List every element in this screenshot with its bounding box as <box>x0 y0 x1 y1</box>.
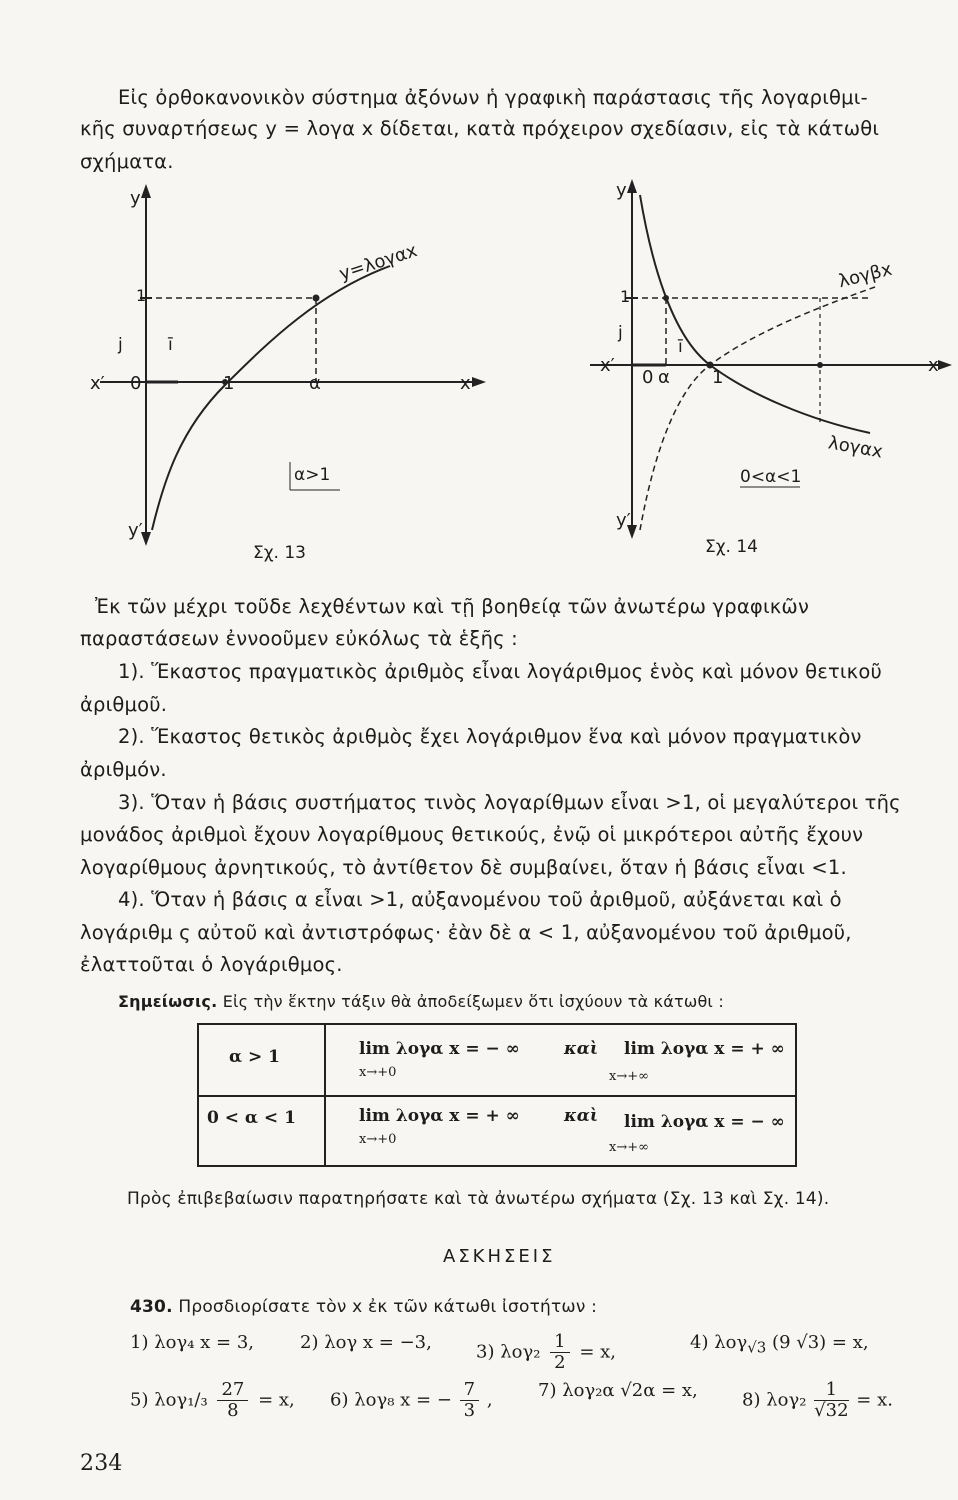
fig14-yneg-label: y′ <box>616 510 631 531</box>
note <box>118 990 724 1014</box>
limits-table <box>197 1023 797 1167</box>
intro-line-1: Εἰς ὀρθοκανονικὸν σύστημα ἀξόνων ἡ γραφικὴ παράστασις τῆς λογαριθμι- <box>118 86 868 109</box>
fig13-caption: Σχ. 13 <box>253 543 307 563</box>
fig13-j-label: j <box>118 335 123 355</box>
eq8-rhs: = x. <box>856 1389 893 1411</box>
fig13-xneg-label: x′ <box>90 373 105 394</box>
body-p1b: παραστάσεων ἐννοοῦμεν εὐκόλως τὰ ἑξῆς : <box>80 627 518 650</box>
eq5-base: 5) λογ₁/₃ <box>130 1389 208 1411</box>
fig14-y-label: y <box>616 180 627 201</box>
note-label: Σημείωσις. <box>118 992 218 1011</box>
eq6-num: 7 <box>460 1380 479 1401</box>
fig14-a-label: α <box>658 367 670 388</box>
page-number: 234 <box>80 1451 123 1476</box>
eq4-base: √3 <box>747 1338 767 1357</box>
row1-lim2: lim λογα x = + ∞ <box>624 1039 785 1059</box>
item-3c: λογαρίθμους ἀρνητικούς, τὸ ἀντίθετον δὲ συμβαίνει, ὅταν ἡ βάσις εἶναι <1. <box>80 856 847 879</box>
eq6-comma: , <box>486 1389 493 1411</box>
fig13-condition: α>1 <box>294 465 331 485</box>
fig14-x-label: x <box>928 355 939 376</box>
intro-line-3: σχήματα. <box>80 150 174 173</box>
eq4-log: 4) λογ <box>690 1332 748 1353</box>
table-row <box>199 1025 795 1097</box>
figure-14 <box>570 175 958 565</box>
item-2b: ἀριθμόν. <box>80 758 167 781</box>
item-3b: μονάδος ἀριθμοὶ ἔχουν λογαρίθμους θετικούς, ἐνῷ οἱ μικρότεροι αὐτῆς ἔχουν <box>80 823 864 846</box>
item-4b: λογάριθμ ς αὐτοῦ καὶ ἀντιστρόφως· ἐὰν δὲ α < 1, αὐξανομένου τοῦ ἀριθμοῦ, <box>80 921 852 944</box>
row1-sub1: x→+0 <box>359 1065 397 1080</box>
exercise-number: 430. <box>130 1297 173 1317</box>
eq3-num: 1 <box>550 1332 569 1353</box>
exercise-text: Προσδιορίσατε τὸν x ἐκ τῶν κάτωθι ἰσοτήτων : <box>178 1297 598 1317</box>
item-2a: 2). Ἕκαστος θετικὸς ἀριθμὸς ἔχει λογάριθμον ἕνα καὶ μόνον πραγματικὸν <box>118 725 862 748</box>
eq3-den: 2 <box>554 1352 566 1373</box>
fig13-x-label: x <box>460 373 471 394</box>
fig14-j-label: j <box>618 323 623 343</box>
eq5-fraction <box>217 1380 248 1421</box>
eq8-num: 1 <box>814 1380 848 1401</box>
fig13-one-label: 1 <box>223 373 235 394</box>
row1-kai: καὶ <box>564 1039 599 1059</box>
eq8-fraction <box>814 1380 848 1421</box>
row2-condition: 0 < α < 1 <box>207 1108 296 1128</box>
eq-7: 7) λογ₂α √2α = x, <box>538 1380 698 1401</box>
eq6-den: 3 <box>463 1400 476 1421</box>
row2-lim2: lim λογα x = − ∞ <box>624 1112 785 1132</box>
fig14-curve-label-bottom: λογαx <box>826 432 885 463</box>
row2-lim1: lim λογα x = + ∞ <box>359 1106 520 1126</box>
row2-sub2: x→+∞ <box>609 1140 649 1155</box>
eq-2: 2) λογ x = −3, <box>300 1332 432 1353</box>
eq-5 <box>130 1380 295 1421</box>
fig14-one-label: 1 <box>712 367 724 388</box>
figure-13 <box>80 180 500 565</box>
fig14-condition: 0<α<1 <box>740 467 802 487</box>
exercise-430 <box>130 1295 597 1319</box>
row2-kai: καὶ <box>564 1106 599 1126</box>
item-1b: ἀριθμοῦ. <box>80 693 168 716</box>
exercises-heading: ΑΣΚΗΣΕΙΣ <box>443 1246 556 1267</box>
eq8-base: 8) λογ₂ <box>742 1389 807 1411</box>
eq8-den: √32 <box>814 1400 849 1421</box>
eq-1: 1) λογ₄ x = 3, <box>130 1332 254 1353</box>
row1-condition: α > 1 <box>229 1047 280 1067</box>
fig14-curve-label-top: λογβx <box>836 258 895 293</box>
eq3-base: 3) λογ₂ <box>476 1341 541 1363</box>
eq-6 <box>330 1380 493 1421</box>
eq6-fraction <box>460 1380 479 1421</box>
eq-3 <box>476 1332 616 1373</box>
eq5-rhs: = x, <box>258 1389 295 1411</box>
fig13-curve-label: y=λογαx <box>336 240 420 285</box>
fig13-origin-label: 0 <box>130 373 142 394</box>
eq5-den: 8 <box>227 1400 239 1421</box>
table-row <box>199 1096 795 1166</box>
row1-sub2: x→+∞ <box>609 1069 649 1084</box>
item-3a: 3). Ὅταν ἡ βάσις συστήματος τινὸς λογαρίθμων εἶναι >1, οἱ μεγαλύτεροι τῆς <box>118 791 901 814</box>
item-1a: 1). Ἕκαστος πραγματικὸς ἀριθμὸς εἶναι λογάριθμος ἑνὸς καὶ μόνον θετικοῦ <box>118 660 882 683</box>
note-text: Εἰς τὴν ἕκτην τάξιν θὰ ἀποδείξωμεν ὅτι ἰσχύουν τὰ κάτωθι : <box>222 992 724 1011</box>
fig13-y-label: y <box>130 188 141 209</box>
fig14-yone-label: 1 <box>620 287 631 306</box>
fig14-i-label: ī <box>678 337 683 357</box>
intro-line-2: κῆς συναρτήσεως y = λογα x δίδεται, κατὰ πρόχειρον σχεδίασιν, εἰς τὰ κάτωθι <box>80 117 880 140</box>
eq4-rhs: (9 √3) = x, <box>772 1332 869 1353</box>
row2-sub1: x→+0 <box>359 1132 397 1147</box>
row1-lim1: lim λογα x = − ∞ <box>359 1039 520 1059</box>
verify-text: Πρὸς ἐπιβεβαίωσιν παρατηρήσατε καὶ τὰ ἀνωτέρω σχήματα (Σχ. 13 καὶ Σχ. 14). <box>127 1189 830 1209</box>
eq3-fraction <box>550 1332 569 1373</box>
fig13-a-label: α <box>309 373 321 394</box>
fig14-origin-label: 0 <box>642 367 654 388</box>
eq-8 <box>742 1380 893 1421</box>
fig14-caption: Σχ. 14 <box>705 537 759 557</box>
eq5-num: 27 <box>217 1380 248 1401</box>
eq-4 <box>690 1332 869 1357</box>
item-4a: 4). Ὅταν ἡ βάσις α εἶναι >1, αὐξανομένου τοῦ ἀριθμοῦ, αὐξάνεται καὶ ὁ <box>118 888 842 911</box>
fig13-yneg-label: y′ <box>128 520 143 541</box>
eq6-lhs: 6) λογ₈ x = − <box>330 1389 452 1411</box>
body-p1a: Ἐκ τῶν μέχρι τοῦδε λεχθέντων καὶ τῇ βοηθείᾳ τῶν ἀνωτέρω γραφικῶν <box>95 595 810 618</box>
fig13-yone-label: 1 <box>136 286 147 305</box>
eq3-rhs: = x, <box>579 1341 617 1363</box>
fig13-i-label: ī <box>168 335 173 355</box>
item-4c: ἐλαττοῦται ὁ λογάριθμος. <box>80 953 343 976</box>
fig14-xneg-label: x′ <box>600 355 615 376</box>
